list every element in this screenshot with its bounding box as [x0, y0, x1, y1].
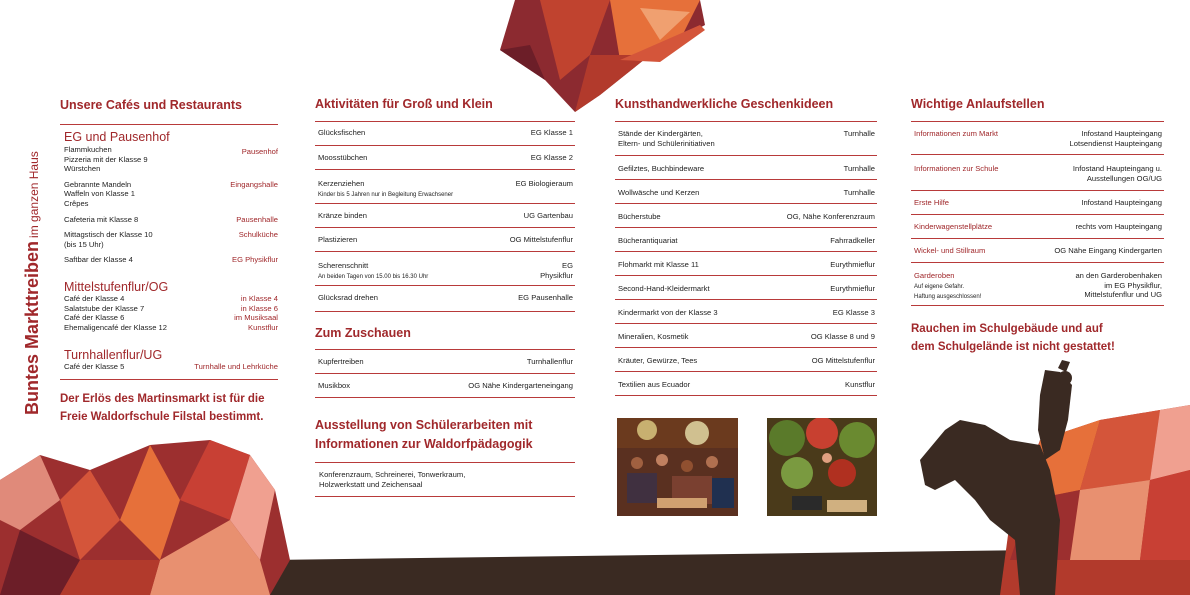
row-label: Glücksrad drehen	[318, 293, 378, 302]
cafes-group-title: EG und Pausenhof	[64, 130, 170, 144]
row-location: OG Klasse 8 und 9	[810, 332, 875, 341]
row-label: Textilien aus Ecuador	[618, 380, 691, 389]
row-location: OG Nähe Eingang Kindergarten	[1054, 246, 1162, 255]
exhibit-heading-line: Informationen zur Waldorfpädagogik	[315, 437, 533, 451]
row-label: Kräuter, Gewürze, Tees	[618, 356, 698, 365]
row-location: Infostand Haupteingang u.	[1072, 164, 1162, 173]
cafes-group-eg	[64, 130, 278, 265]
row-label: Kinderwagenstellplätze	[914, 222, 993, 231]
table-row	[911, 155, 1164, 191]
row-location: EG Biologieraum	[515, 179, 573, 188]
row-location: Eurythmieflur	[830, 284, 875, 293]
row-location: Mittelstufenflur und UG	[1084, 290, 1162, 300]
row-label: Erste Hilfe	[914, 198, 950, 207]
table-row	[315, 252, 575, 286]
table-row	[315, 228, 575, 252]
item-location: Eingangshalle	[230, 179, 278, 189]
activities-heading: Aktivitäten für Groß und Klein	[315, 97, 493, 111]
list-item	[64, 323, 278, 333]
row-location: Turnhalle	[843, 188, 875, 197]
table-row	[615, 156, 877, 180]
item-line: Café der Klasse 4	[64, 294, 125, 303]
footer-line: Freie Waldorfschule Filstal bestimmt.	[60, 411, 264, 423]
smoking-notice	[911, 320, 1115, 356]
table-row	[615, 348, 877, 372]
row-label: Kindermarkt von der Klasse 3	[618, 308, 718, 317]
cafes-footer	[60, 390, 290, 426]
table-row	[911, 239, 1164, 263]
row-location: Infostand Haupteingang	[1081, 198, 1162, 207]
row-location: Turnhallenflur	[526, 357, 573, 366]
item-location: EG Physikflur	[232, 255, 278, 265]
list-item	[64, 215, 278, 225]
exhibit-text-line: Holzwerkstatt und Zeichensaal	[319, 480, 423, 489]
table-row	[615, 204, 877, 228]
row-location: UG Gartenbau	[523, 211, 573, 220]
item-line: Gebrannte Mandeln	[64, 179, 132, 189]
row-label: Bücherantiquariat	[618, 236, 678, 245]
row-note: Haftung ausgeschlossen!	[914, 293, 982, 300]
row-location: OG Mittelstufenflur	[509, 235, 573, 244]
table-row	[615, 276, 877, 300]
table-row	[911, 215, 1164, 239]
notice-line: Rauchen im Schulgebäude und auf	[911, 323, 1103, 335]
item-line: Ehemaligencafé der Klasse 12	[64, 322, 168, 332]
list-item	[64, 255, 278, 265]
row-location: im EG Physikflur,	[1104, 280, 1162, 290]
row-location: Turnhalle	[843, 164, 875, 173]
item-location: Kunstflur	[248, 322, 278, 332]
cafes-group-og	[64, 280, 278, 332]
table-row	[615, 324, 877, 348]
left-mountains-shape	[0, 440, 290, 595]
item-location: Turnhalle und Lehrküche	[194, 362, 278, 371]
row-location: Kunstflur	[845, 380, 875, 389]
list-item	[64, 313, 278, 323]
cafes-group-title: Turnhallenflur/UG	[64, 348, 163, 362]
list-item	[64, 230, 278, 249]
row-label: Kerzenziehen	[318, 179, 365, 188]
table-row	[615, 372, 877, 396]
item-location: in Klasse 4	[240, 294, 278, 303]
item-line: (bis 15 Uhr)	[64, 239, 104, 249]
row-label: Mineralien, Kosmetik	[618, 332, 689, 341]
table-row	[315, 204, 575, 228]
item-location: Schulküche	[238, 230, 278, 240]
row-location: EG Klasse 2	[530, 153, 573, 162]
row-location: OG Nähe Kindergarteneingang	[468, 381, 573, 390]
table-row	[911, 122, 1164, 155]
row-label: Informationen zum Markt	[914, 129, 998, 138]
table-row	[615, 228, 877, 252]
stations-heading: Wichtige Anlaufstellen	[911, 97, 1045, 111]
exhibit-heading	[315, 416, 533, 454]
exhibit-text	[319, 470, 465, 490]
row-location: Infostand Haupteingang	[1081, 129, 1162, 138]
row-label: Kupfertreiben	[318, 357, 364, 366]
row-label: Gefilztes, Buchbindeware	[618, 164, 705, 173]
cafes-group-title: Mittelstufenflur/OG	[64, 280, 169, 294]
table-row	[315, 286, 575, 312]
side-title-bold: Buntes Markttreiben	[22, 240, 42, 415]
market-photo-right	[767, 418, 877, 516]
row-label: Scherenschnitt	[318, 261, 369, 270]
item-line: Würstchen	[64, 164, 101, 174]
table-row	[315, 122, 575, 146]
item-location: in Klasse 6	[240, 303, 278, 313]
row-location: Ausstellungen OG/UG	[1086, 173, 1162, 183]
item-location: Pausenhalle	[236, 214, 278, 224]
footer-line: Der Erlös des Martinsmarkt ist für die	[60, 393, 265, 405]
side-title-small: im ganzen Haus	[27, 151, 41, 238]
table-row	[315, 374, 575, 398]
row-label: Informationen zur Schule	[914, 164, 999, 173]
row-label: Bücherstube	[618, 212, 661, 221]
row-location: OG, Nähe Konferenzraum	[786, 212, 875, 221]
list-item	[64, 294, 278, 304]
exhibit-heading-line: Ausstellung von Schülerarbeiten mit	[315, 418, 533, 432]
exhibit-text-line: Konferenzraum, Schreinerei, Tonwerkraum,	[319, 470, 466, 479]
row-label: Musikbox	[318, 381, 351, 390]
list-item	[64, 304, 278, 314]
watch-heading: Zum Zuschauen	[315, 326, 411, 340]
row-label: Eltern- und Schülerinitiativen	[618, 138, 715, 148]
row-label: Wickel- und Stillraum	[914, 246, 986, 255]
row-label: Plastizieren	[318, 235, 358, 244]
row-label: Stände der Kindergärten,	[618, 129, 703, 138]
item-line: Mittagstisch der Klasse 10	[64, 230, 153, 240]
item-line: Waffeln von Klasse 1	[64, 189, 135, 199]
list-item	[64, 145, 278, 174]
item-location: im Musiksaal	[234, 313, 278, 323]
row-location: EG Klasse 3	[832, 308, 875, 317]
side-title	[22, 151, 43, 415]
row-location: EG Pausenhalle	[518, 293, 573, 302]
row-location: Turnhalle	[843, 129, 875, 138]
table-row	[315, 170, 575, 204]
row-location: Eurythmieflur	[830, 260, 875, 269]
list-item	[64, 362, 278, 372]
row-location: OG Mittelstufenflur	[811, 356, 875, 365]
row-location: Lotsendienst Haupteingang	[1069, 138, 1162, 148]
row-label: Flohmarkt mit Klasse 11	[618, 260, 699, 269]
row-location: an den Garderobenhaken	[1075, 271, 1162, 280]
row-label: Garderoben	[914, 271, 955, 280]
item-line: Salatstube der Klasse 7	[64, 303, 145, 313]
row-note: Auf eigene Gefahr.	[914, 283, 965, 290]
item-location: Pausenhof	[241, 147, 278, 156]
row-location: Fahrradkeller	[830, 236, 875, 245]
table-row	[911, 191, 1164, 215]
row-note: An beiden Tagen von 15.00 bis 16.30 Uhr	[318, 273, 429, 280]
row-location: EG Klasse 1	[530, 128, 573, 137]
item-line: Café der Klasse 5	[64, 362, 125, 371]
row-label: Wollwäsche und Kerzen	[618, 188, 700, 197]
item-line: Crêpes	[64, 198, 89, 208]
market-photo-left	[617, 418, 738, 516]
item-line: Cafeteria mit Klasse 8	[64, 214, 139, 224]
row-location: EG	[562, 261, 573, 270]
item-line: Flammkuchen	[64, 145, 112, 154]
cafes-group-ug	[64, 348, 278, 372]
row-label: Kränze binden	[318, 211, 367, 220]
row-label: Glücksfischen	[318, 128, 366, 137]
row-label: Second-Hand-Kleidermarkt	[618, 284, 710, 293]
row-location: Physikflur	[540, 270, 573, 280]
item-line: Café der Klasse 6	[64, 313, 125, 323]
table-row	[911, 263, 1164, 306]
table-row	[615, 122, 877, 156]
table-row	[615, 252, 877, 276]
list-item	[64, 180, 278, 209]
table-row	[315, 350, 575, 374]
table-row	[615, 180, 877, 204]
table-row	[615, 300, 877, 324]
item-line: Pizzeria mit der Klasse 9	[64, 154, 148, 164]
notice-line: dem Schulgelände ist nicht gestattet!	[911, 341, 1115, 353]
cafes-heading: Unsere Cafés und Restaurants	[60, 98, 243, 112]
crafts-heading: Kunsthandwerkliche Geschenkideen	[615, 97, 834, 111]
row-note: Kinder bis 5 Jahren nur in Begleitung Erwachsener	[318, 191, 454, 198]
item-line: Saftbar der Klasse 4	[64, 255, 133, 265]
row-location: rechts vom Haupteingang	[1075, 222, 1162, 231]
table-row	[315, 146, 575, 170]
row-label: Moosstübchen	[318, 153, 368, 162]
